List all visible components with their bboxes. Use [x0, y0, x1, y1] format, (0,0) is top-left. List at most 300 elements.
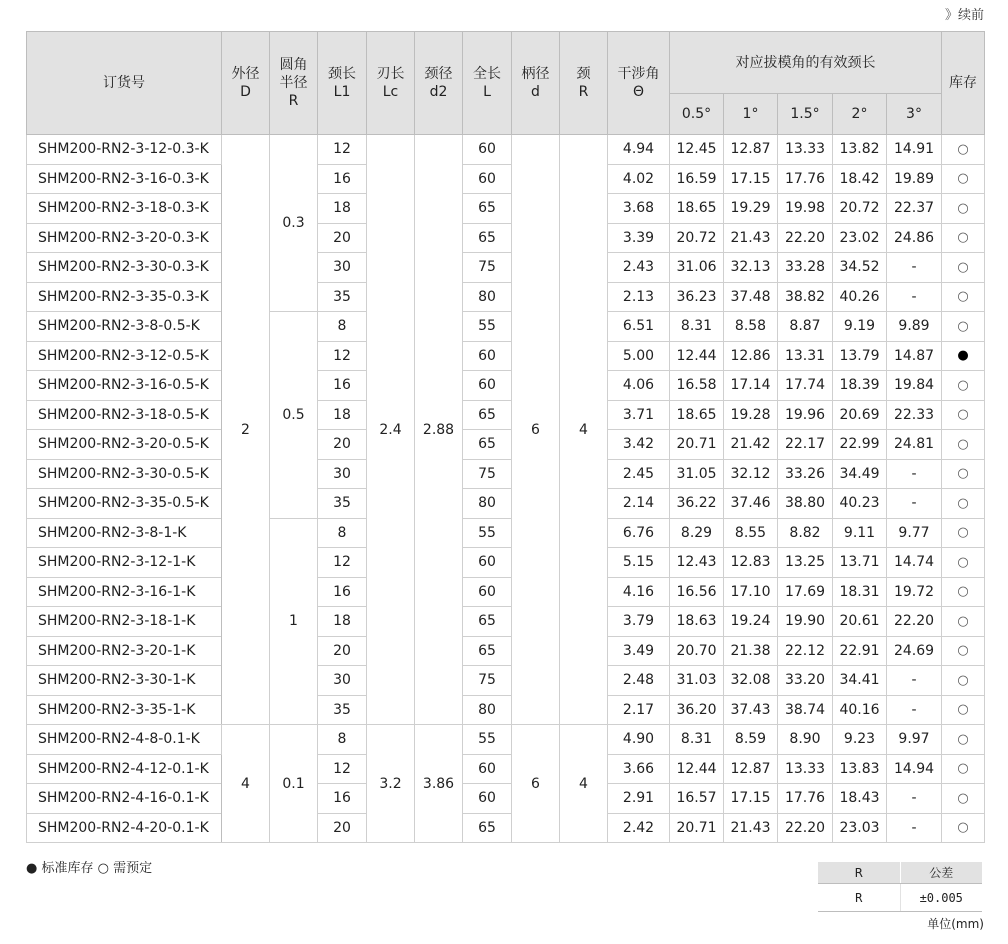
order-code-cell: SHM200-RN2-4-20-0.1-K [27, 813, 222, 843]
effective-length-cell: 13.25 [778, 548, 833, 578]
effective-length-cell: 13.79 [833, 341, 887, 371]
total-length-cell: 80 [463, 282, 512, 312]
interference-angle-cell: 5.00 [608, 341, 670, 371]
header-angle: 1° [724, 94, 778, 135]
neck-length-cell: 16 [318, 577, 367, 607]
neck-length-cell: 35 [318, 489, 367, 519]
total-length-cell: 60 [463, 548, 512, 578]
blade-length-cell: 3.2 [367, 725, 415, 843]
effective-length-cell: 22.20 [778, 813, 833, 843]
effective-length-cell: 20.69 [833, 400, 887, 430]
table-row [27, 607, 985, 637]
effective-length-cell: 12.83 [724, 548, 778, 578]
tolerance-header: R [818, 862, 900, 884]
stock-indicator: ○ [942, 725, 985, 755]
neck-length-cell: 20 [318, 813, 367, 843]
header-total-length: 全长 L [463, 32, 512, 135]
order-code-cell: SHM200-RN2-3-8-1-K [27, 518, 222, 548]
stock-indicator: ○ [942, 371, 985, 401]
neck-length-cell: 16 [318, 371, 367, 401]
effective-length-cell: 24.86 [887, 223, 942, 253]
effective-length-cell: 23.03 [833, 813, 887, 843]
effective-length-cell: 19.72 [887, 577, 942, 607]
order-code-cell: SHM200-RN2-3-16-1-K [27, 577, 222, 607]
tolerance-table [818, 862, 982, 912]
interference-angle-cell: 2.13 [608, 282, 670, 312]
effective-length-cell: 8.58 [724, 312, 778, 342]
effective-length-cell: 17.10 [724, 577, 778, 607]
interference-angle-cell: 3.39 [608, 223, 670, 253]
order-code-cell: SHM200-RN2-3-20-0.5-K [27, 430, 222, 460]
effective-length-cell: 20.71 [670, 813, 724, 843]
effective-length-cell: 22.12 [778, 636, 833, 666]
total-length-cell: 65 [463, 430, 512, 460]
interference-angle-cell: 4.90 [608, 725, 670, 755]
interference-angle-cell: 3.79 [608, 607, 670, 637]
effective-length-cell: 12.44 [670, 341, 724, 371]
continued-label: 》续前 [944, 8, 984, 23]
stock-indicator: ○ [942, 430, 985, 460]
effective-length-cell: 37.46 [724, 489, 778, 519]
interference-angle-cell: 2.48 [608, 666, 670, 696]
header-blade-length: 刃长 Lc [367, 32, 415, 135]
header-angle: 1.5° [778, 94, 833, 135]
effective-length-cell: 34.49 [833, 459, 887, 489]
interference-angle-cell: 3.68 [608, 194, 670, 224]
order-code-cell: SHM200-RN2-3-30-1-K [27, 666, 222, 696]
effective-length-cell: 19.90 [778, 607, 833, 637]
neck-length-cell: 8 [318, 312, 367, 342]
effective-length-cell: 32.08 [724, 666, 778, 696]
table-row [27, 784, 985, 814]
total-length-cell: 60 [463, 754, 512, 784]
effective-length-cell: 34.52 [833, 253, 887, 283]
stock-indicator: ○ [942, 459, 985, 489]
neck-length-cell: 20 [318, 223, 367, 253]
effective-length-cell: 14.87 [887, 341, 942, 371]
table-row [27, 253, 985, 283]
neck-length-cell: 18 [318, 400, 367, 430]
order-code-cell: SHM200-RN2-3-18-0.3-K [27, 194, 222, 224]
table-row [27, 371, 985, 401]
neck-length-cell: 18 [318, 194, 367, 224]
effective-length-cell: 20.61 [833, 607, 887, 637]
interference-angle-cell: 2.45 [608, 459, 670, 489]
spec-table-body [27, 135, 985, 843]
effective-length-cell: 17.15 [724, 784, 778, 814]
table-row [27, 636, 985, 666]
neck-r-cell: 4 [560, 135, 608, 725]
effective-length-cell: 19.24 [724, 607, 778, 637]
stock-indicator: ○ [942, 223, 985, 253]
total-length-cell: 60 [463, 371, 512, 401]
interference-angle-cell: 3.71 [608, 400, 670, 430]
effective-length-cell: 12.43 [670, 548, 724, 578]
corner-radius-cell: 0.1 [270, 725, 318, 843]
neck-length-cell: 16 [318, 784, 367, 814]
total-length-cell: 65 [463, 223, 512, 253]
total-length-cell: 60 [463, 577, 512, 607]
total-length-cell: 80 [463, 489, 512, 519]
effective-length-cell: 8.82 [778, 518, 833, 548]
effective-length-cell: 40.23 [833, 489, 887, 519]
effective-length-cell: 36.22 [670, 489, 724, 519]
total-length-cell: 55 [463, 312, 512, 342]
table-row [27, 135, 985, 165]
corner-radius-cell: 0.5 [270, 312, 318, 519]
effective-length-cell: 33.26 [778, 459, 833, 489]
effective-length-cell: 17.15 [724, 164, 778, 194]
header-corner-r: 圆角 半径 R [270, 32, 318, 135]
effective-length-cell: 31.06 [670, 253, 724, 283]
header-stock: 库存 [942, 32, 985, 135]
interference-angle-cell: 4.06 [608, 371, 670, 401]
shank-diameter-cell: 6 [512, 725, 560, 843]
effective-length-cell: 36.23 [670, 282, 724, 312]
table-row [27, 695, 985, 725]
tolerance-cell: ±0.005 [900, 884, 982, 912]
effective-length-cell: 20.70 [670, 636, 724, 666]
effective-length-cell: 8.90 [778, 725, 833, 755]
effective-length-cell: 40.16 [833, 695, 887, 725]
neck-length-cell: 30 [318, 666, 367, 696]
interference-angle-cell: 4.94 [608, 135, 670, 165]
order-code-cell: SHM200-RN2-3-18-0.5-K [27, 400, 222, 430]
neck-length-cell: 20 [318, 430, 367, 460]
effective-length-cell: 19.28 [724, 400, 778, 430]
effective-length-cell: 8.87 [778, 312, 833, 342]
interference-angle-cell: 2.91 [608, 784, 670, 814]
header-code: 订货号 [27, 32, 222, 135]
header-shank-diameter: 柄径 d [512, 32, 560, 135]
neck-length-cell: 8 [318, 725, 367, 755]
order-code-cell: SHM200-RN2-3-30-0.3-K [27, 253, 222, 283]
total-length-cell: 60 [463, 164, 512, 194]
neck-diameter-cell: 2.88 [415, 135, 463, 725]
stock-indicator: ○ [942, 135, 985, 165]
effective-length-cell: 12.44 [670, 754, 724, 784]
interference-angle-cell: 6.76 [608, 518, 670, 548]
effective-length-cell: 13.33 [778, 754, 833, 784]
stock-indicator: ○ [942, 282, 985, 312]
order-code-cell: SHM200-RN2-3-16-0.3-K [27, 164, 222, 194]
stock-indicator: ○ [942, 164, 985, 194]
effective-length-cell: 20.71 [670, 430, 724, 460]
effective-length-cell: 38.80 [778, 489, 833, 519]
effective-length-cell: - [887, 282, 942, 312]
order-code-cell: SHM200-RN2-3-18-1-K [27, 607, 222, 637]
order-code-cell: SHM200-RN2-3-30-0.5-K [27, 459, 222, 489]
interference-angle-cell: 2.43 [608, 253, 670, 283]
stock-legend: ● 标准库存 ○ 需预定 [26, 861, 153, 876]
effective-length-cell: 18.65 [670, 400, 724, 430]
total-length-cell: 65 [463, 400, 512, 430]
effective-length-cell: - [887, 489, 942, 519]
outer-diameter-cell: 4 [222, 725, 270, 843]
stock-indicator: ○ [942, 548, 985, 578]
effective-length-cell: 24.69 [887, 636, 942, 666]
effective-length-cell: 22.20 [887, 607, 942, 637]
stock-indicator: ○ [942, 489, 985, 519]
table-row [27, 400, 985, 430]
table-row [27, 282, 985, 312]
shank-diameter-cell: 6 [512, 135, 560, 725]
effective-length-cell: 23.02 [833, 223, 887, 253]
table-row [27, 489, 985, 519]
interference-angle-cell: 3.49 [608, 636, 670, 666]
effective-length-cell: 22.17 [778, 430, 833, 460]
neck-length-cell: 12 [318, 135, 367, 165]
order-code-cell: SHM200-RN2-4-8-0.1-K [27, 725, 222, 755]
interference-angle-cell: 2.17 [608, 695, 670, 725]
total-length-cell: 60 [463, 341, 512, 371]
effective-length-cell: 9.11 [833, 518, 887, 548]
effective-length-cell: - [887, 459, 942, 489]
effective-length-cell: 18.31 [833, 577, 887, 607]
header-neck-diameter: 颈径 d2 [415, 32, 463, 135]
effective-length-cell: 36.20 [670, 695, 724, 725]
header-angle: 3° [887, 94, 942, 135]
stock-indicator: ○ [942, 577, 985, 607]
order-code-cell: SHM200-RN2-3-12-1-K [27, 548, 222, 578]
tolerance-header: 公差 [900, 862, 982, 884]
total-length-cell: 55 [463, 725, 512, 755]
effective-length-cell: 38.82 [778, 282, 833, 312]
interference-angle-cell: 2.42 [608, 813, 670, 843]
effective-length-cell: 9.23 [833, 725, 887, 755]
effective-length-cell: - [887, 666, 942, 696]
neck-length-cell: 35 [318, 282, 367, 312]
effective-length-cell: 14.74 [887, 548, 942, 578]
order-code-cell: SHM200-RN2-3-35-0.5-K [27, 489, 222, 519]
header-angle: 0.5° [670, 94, 724, 135]
order-code-cell: SHM200-RN2-3-20-1-K [27, 636, 222, 666]
effective-length-cell: 22.33 [887, 400, 942, 430]
neck-length-cell: 12 [318, 754, 367, 784]
effective-length-cell: 12.86 [724, 341, 778, 371]
header-angle: 2° [833, 94, 887, 135]
effective-length-cell: 33.28 [778, 253, 833, 283]
neck-length-cell: 12 [318, 341, 367, 371]
header-outer-d: 外径 D [222, 32, 270, 135]
total-length-cell: 60 [463, 135, 512, 165]
order-code-cell: SHM200-RN2-3-12-0.5-K [27, 341, 222, 371]
table-row [27, 430, 985, 460]
effective-length-cell: 17.69 [778, 577, 833, 607]
table-row [27, 194, 985, 224]
effective-length-cell: 33.20 [778, 666, 833, 696]
header-effective-neck-length: 对应拔模角的有效颈长 [670, 32, 942, 94]
effective-length-cell: 14.91 [887, 135, 942, 165]
table-row [27, 548, 985, 578]
interference-angle-cell: 2.14 [608, 489, 670, 519]
effective-length-cell: 9.97 [887, 725, 942, 755]
effective-length-cell: 37.43 [724, 695, 778, 725]
effective-length-cell: 32.13 [724, 253, 778, 283]
total-length-cell: 60 [463, 784, 512, 814]
order-code-cell: SHM200-RN2-3-16-0.5-K [27, 371, 222, 401]
stock-indicator: ○ [942, 695, 985, 725]
order-code-cell: SHM200-RN2-3-12-0.3-K [27, 135, 222, 165]
effective-length-cell: 20.72 [670, 223, 724, 253]
effective-length-cell: 18.42 [833, 164, 887, 194]
effective-length-cell: 16.56 [670, 577, 724, 607]
effective-length-cell: 17.74 [778, 371, 833, 401]
effective-length-cell: 13.71 [833, 548, 887, 578]
stock-indicator: ○ [942, 400, 985, 430]
order-code-cell: SHM200-RN2-3-35-1-K [27, 695, 222, 725]
stock-indicator: ○ [942, 666, 985, 696]
header-interference-angle: 干涉角 Θ [608, 32, 670, 135]
effective-length-cell: 20.72 [833, 194, 887, 224]
effective-length-cell: 21.42 [724, 430, 778, 460]
effective-length-cell: 40.26 [833, 282, 887, 312]
table-row [27, 341, 985, 371]
neck-length-cell: 16 [318, 164, 367, 194]
effective-length-cell: 9.19 [833, 312, 887, 342]
interference-angle-cell: 4.02 [608, 164, 670, 194]
effective-length-cell: - [887, 784, 942, 814]
interference-angle-cell: 3.42 [608, 430, 670, 460]
effective-length-cell: 22.37 [887, 194, 942, 224]
order-code-cell: SHM200-RN2-4-12-0.1-K [27, 754, 222, 784]
neck-length-cell: 35 [318, 695, 367, 725]
effective-length-cell: 21.38 [724, 636, 778, 666]
effective-length-cell: 31.05 [670, 459, 724, 489]
total-length-cell: 65 [463, 636, 512, 666]
total-length-cell: 75 [463, 253, 512, 283]
total-length-cell: 75 [463, 666, 512, 696]
stock-indicator: ○ [942, 518, 985, 548]
interference-angle-cell: 5.15 [608, 548, 670, 578]
neck-diameter-cell: 3.86 [415, 725, 463, 843]
order-code-cell: SHM200-RN2-4-16-0.1-K [27, 784, 222, 814]
effective-length-cell: 17.76 [778, 784, 833, 814]
effective-length-cell: 18.63 [670, 607, 724, 637]
effective-length-cell: 12.45 [670, 135, 724, 165]
effective-length-cell: 19.96 [778, 400, 833, 430]
table-row [27, 666, 985, 696]
total-length-cell: 65 [463, 194, 512, 224]
interference-angle-cell: 4.16 [608, 577, 670, 607]
effective-length-cell: 9.89 [887, 312, 942, 342]
effective-length-cell: 13.83 [833, 754, 887, 784]
total-length-cell: 55 [463, 518, 512, 548]
outer-diameter-cell: 2 [222, 135, 270, 725]
stock-indicator: ○ [942, 194, 985, 224]
effective-length-cell: 8.29 [670, 518, 724, 548]
effective-length-cell: 14.94 [887, 754, 942, 784]
effective-length-cell: 38.74 [778, 695, 833, 725]
table-row [27, 459, 985, 489]
effective-length-cell: 9.77 [887, 518, 942, 548]
effective-length-cell: 21.43 [724, 813, 778, 843]
stock-indicator: ○ [942, 607, 985, 637]
total-length-cell: 65 [463, 813, 512, 843]
effective-length-cell: 8.31 [670, 312, 724, 342]
effective-length-cell: 19.84 [887, 371, 942, 401]
total-length-cell: 80 [463, 695, 512, 725]
table-row [27, 164, 985, 194]
neck-r-cell: 4 [560, 725, 608, 843]
interference-angle-cell: 3.66 [608, 754, 670, 784]
effective-length-cell: 37.48 [724, 282, 778, 312]
effective-length-cell: 19.89 [887, 164, 942, 194]
stock-indicator: ○ [942, 813, 985, 843]
effective-length-cell: 22.99 [833, 430, 887, 460]
stock-indicator: ○ [942, 312, 985, 342]
effective-length-cell: 8.59 [724, 725, 778, 755]
effective-length-cell: 12.87 [724, 135, 778, 165]
neck-length-cell: 12 [318, 548, 367, 578]
unit-label: 单位(mm) [927, 917, 984, 931]
effective-length-cell: 34.41 [833, 666, 887, 696]
effective-length-cell: 22.20 [778, 223, 833, 253]
order-code-cell: SHM200-RN2-3-20-0.3-K [27, 223, 222, 253]
spec-table [26, 31, 985, 843]
table-row [27, 312, 985, 342]
neck-length-cell: 18 [318, 607, 367, 637]
order-code-cell: SHM200-RN2-3-8-0.5-K [27, 312, 222, 342]
effective-length-cell: 12.87 [724, 754, 778, 784]
header-neck-length: 颈长 L1 [318, 32, 367, 135]
total-length-cell: 75 [463, 459, 512, 489]
order-code-cell: SHM200-RN2-3-35-0.3-K [27, 282, 222, 312]
neck-length-cell: 8 [318, 518, 367, 548]
interference-angle-cell: 6.51 [608, 312, 670, 342]
tolerance-cell: R [818, 884, 900, 912]
stock-indicator: ○ [942, 784, 985, 814]
stock-indicator: ○ [942, 636, 985, 666]
effective-length-cell: 8.31 [670, 725, 724, 755]
effective-length-cell: 21.43 [724, 223, 778, 253]
effective-length-cell: 32.12 [724, 459, 778, 489]
effective-length-cell: - [887, 813, 942, 843]
effective-length-cell: 31.03 [670, 666, 724, 696]
table-row [27, 813, 985, 843]
effective-length-cell: 13.82 [833, 135, 887, 165]
table-row [27, 754, 985, 784]
stock-indicator: ○ [942, 754, 985, 784]
table-row [27, 223, 985, 253]
effective-length-cell: - [887, 695, 942, 725]
neck-length-cell: 30 [318, 459, 367, 489]
effective-length-cell: 24.81 [887, 430, 942, 460]
table-row [27, 518, 985, 548]
table-row [27, 577, 985, 607]
header-neck-r: 颈 R [560, 32, 608, 135]
effective-length-cell: 8.55 [724, 518, 778, 548]
neck-length-cell: 30 [318, 253, 367, 283]
effective-length-cell: 13.31 [778, 341, 833, 371]
effective-length-cell: 16.59 [670, 164, 724, 194]
corner-radius-cell: 0.3 [270, 135, 318, 312]
effective-length-cell: - [887, 253, 942, 283]
effective-length-cell: 19.29 [724, 194, 778, 224]
effective-length-cell: 18.65 [670, 194, 724, 224]
effective-length-cell: 17.14 [724, 371, 778, 401]
effective-length-cell: 18.39 [833, 371, 887, 401]
effective-length-cell: 22.91 [833, 636, 887, 666]
corner-radius-cell: 1 [270, 518, 318, 725]
effective-length-cell: 16.58 [670, 371, 724, 401]
stock-indicator: ● [942, 341, 985, 371]
effective-length-cell: 16.57 [670, 784, 724, 814]
total-length-cell: 65 [463, 607, 512, 637]
effective-length-cell: 13.33 [778, 135, 833, 165]
effective-length-cell: 19.98 [778, 194, 833, 224]
effective-length-cell: 18.43 [833, 784, 887, 814]
